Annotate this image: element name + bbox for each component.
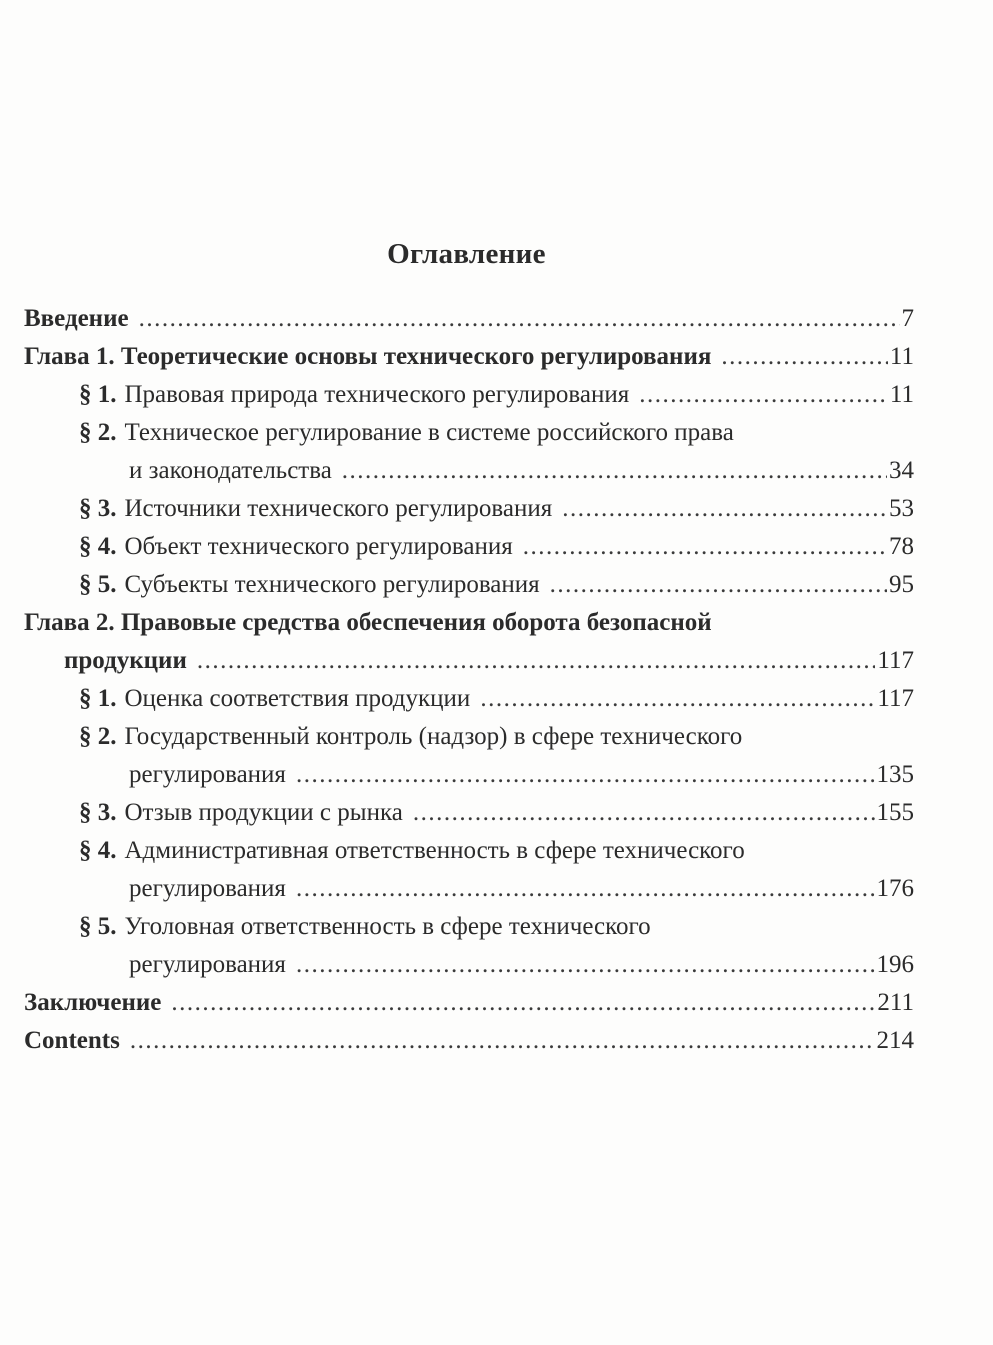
- dot-leader: [523, 528, 887, 566]
- toc-page-number: 53: [889, 495, 914, 522]
- dot-leader: [130, 1022, 875, 1060]
- toc-entry-chapter-2[interactable]: [24, 604, 914, 680]
- section-mark: § 5.: [79, 571, 117, 598]
- toc-entry-label: Отзыв продукции с рынка: [124, 799, 403, 826]
- dot-leader: [721, 338, 888, 376]
- toc-entry-conclusion[interactable]: [24, 984, 914, 1022]
- toc-entry-ch1-section-2[interactable]: [24, 414, 914, 490]
- toc-entry-label-continued: и законодательства: [129, 457, 332, 484]
- table-of-contents: [24, 300, 914, 1060]
- page-title: Оглавление: [387, 238, 546, 270]
- toc-entry-label: Техническое регулирование в системе российского права: [124, 419, 734, 446]
- dot-leader: [562, 490, 887, 528]
- toc-page-number: 214: [876, 1027, 914, 1054]
- toc-entry-label: Правовая природа технического регулирования: [124, 381, 630, 408]
- toc-entry-ch2-section-5[interactable]: [24, 908, 914, 984]
- section-mark: § 3.: [79, 799, 117, 826]
- toc-page-number: 117: [877, 647, 914, 674]
- dot-leader: [171, 984, 875, 1022]
- section-mark: § 5.: [79, 913, 117, 940]
- toc-page-number: 155: [876, 799, 914, 826]
- toc-entry-ch1-section-1[interactable]: [24, 376, 914, 414]
- toc-entry-label-continued: продукции: [64, 647, 187, 674]
- toc-entry-ch1-section-4[interactable]: [24, 528, 914, 566]
- toc-entry-label-continued: регулирования: [129, 761, 286, 788]
- toc-entry-contents[interactable]: [24, 1022, 914, 1060]
- toc-entry-ch2-section-1[interactable]: [24, 680, 914, 718]
- toc-page-number: 95: [889, 571, 914, 598]
- toc-entry-label-continued: регулирования: [129, 951, 286, 978]
- toc-entry-label: Введение: [24, 305, 129, 332]
- dot-leader: [342, 452, 887, 490]
- toc-entry-ch1-section-3[interactable]: [24, 490, 914, 528]
- toc-entry-chapter-1[interactable]: [24, 338, 914, 376]
- toc-page-number: 11: [889, 381, 914, 408]
- toc-page-number: 117: [877, 685, 914, 712]
- toc-page-number: 135: [876, 761, 914, 788]
- section-mark: § 3.: [79, 495, 117, 522]
- toc-page-number: 7: [901, 305, 914, 332]
- toc-entry-label: Заключение: [24, 989, 162, 1016]
- toc-page-number: 211: [877, 989, 914, 1016]
- section-mark: § 4.: [79, 837, 117, 864]
- toc-entry-label: Contents: [24, 1027, 120, 1054]
- dot-leader: [550, 566, 887, 604]
- section-mark: § 2.: [79, 723, 117, 750]
- toc-page-number: 34: [889, 457, 914, 484]
- toc-page-number: 196: [876, 951, 914, 978]
- toc-page-number: 11: [889, 343, 914, 370]
- toc-entry-label: Источники технического регулирования: [124, 495, 553, 522]
- toc-entry-ch2-section-3[interactable]: [24, 794, 914, 832]
- dot-leader: [639, 376, 888, 414]
- section-mark: § 1.: [79, 381, 117, 408]
- section-mark: § 4.: [79, 533, 117, 560]
- toc-page-number: 78: [889, 533, 914, 560]
- section-mark: § 2.: [79, 419, 117, 446]
- toc-entry-label: Объект технического регулирования: [124, 533, 513, 560]
- toc-entry-label: Уголовная ответственность в сфере технического: [124, 913, 651, 940]
- dot-leader: [197, 642, 876, 680]
- dot-leader: [413, 794, 875, 832]
- toc-entry-ch2-section-4[interactable]: [24, 832, 914, 908]
- toc-entry-label: Государственный контроль (надзор) в сфере технического: [124, 723, 743, 750]
- dot-leader: [296, 870, 875, 908]
- toc-entry-intro[interactable]: [24, 300, 914, 338]
- toc-entry-ch2-section-2[interactable]: [24, 718, 914, 794]
- dot-leader: [296, 946, 875, 984]
- toc-entry-label: Глава 1. Теоретические основы технического регулирования: [24, 343, 712, 370]
- toc-entry-label: Оценка соответствия продукции: [124, 685, 471, 712]
- toc-entry-label-continued: регулирования: [129, 875, 286, 902]
- dot-leader: [480, 680, 875, 718]
- toc-page-number: 176: [876, 875, 914, 902]
- toc-entry-label: Субъекты технического регулирования: [124, 571, 540, 598]
- dot-leader: [139, 300, 900, 338]
- toc-entry-label: Глава 2. Правовые средства обеспечения оборота безопасной: [24, 609, 712, 636]
- toc-entry-label: Административная ответственность в сфере технического: [124, 837, 745, 864]
- section-mark: § 1.: [79, 685, 117, 712]
- toc-entry-ch1-section-5[interactable]: [24, 566, 914, 604]
- dot-leader: [296, 756, 875, 794]
